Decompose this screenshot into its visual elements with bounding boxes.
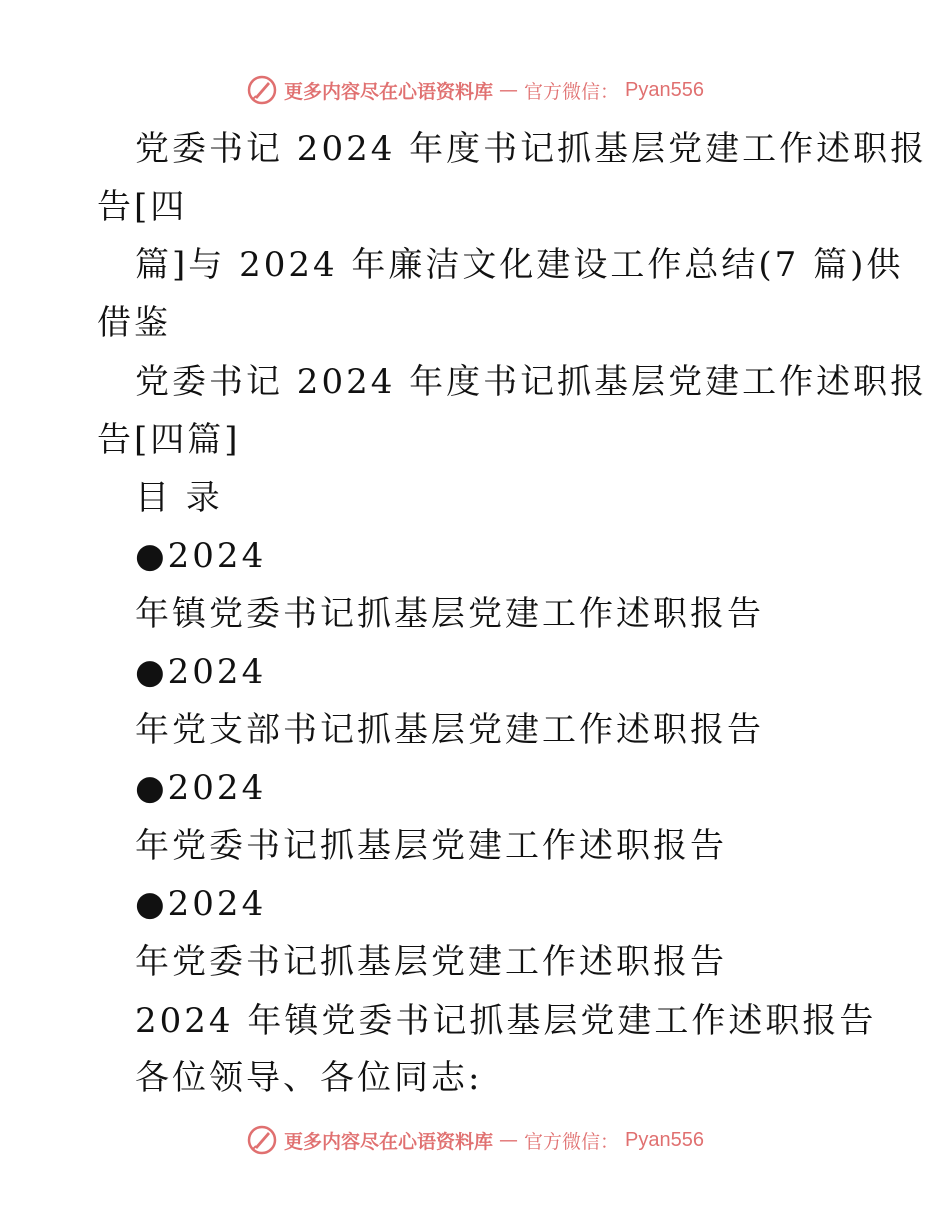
footer-watermark <box>0 1120 950 1160</box>
toc-item-2-title: 年党支部书记抓基层党建工作述职报告 <box>135 710 764 750</box>
toc-item-1-bullet: ●2024 <box>135 536 267 576</box>
watermark-id: Pyan556 <box>625 78 704 101</box>
subtitle-line-1: 党委书记 2024 年度书记抓基层党建工作述职报 <box>135 362 928 402</box>
section-title: 2024 年镇党委书记抓基层党建工作述职报告 <box>135 1001 877 1041</box>
salutation: 各位领导、各位同志: <box>135 1058 483 1098</box>
toc-item-3-title: 年党委书记抓基层党建工作述职报告 <box>135 826 727 866</box>
title-line-2: 告[四 <box>97 187 188 227</box>
watermark-id: Pyan556 <box>625 1128 704 1151</box>
watermark-text: 更多内容尽在心语资料库 <box>284 80 494 103</box>
quill-logo-icon <box>246 74 278 106</box>
toc-item-3-bullet: ●2024 <box>135 768 267 808</box>
watermark-dash: — <box>499 79 519 101</box>
header-watermark <box>0 70 950 110</box>
watermark-suffix: 官方微信： <box>524 1130 620 1153</box>
title-line-3: 篇]与 2024 年廉洁文化建设工作总结(7 篇)供 <box>135 245 904 285</box>
watermark-suffix: 官方微信： <box>524 80 620 103</box>
quill-logo-icon <box>246 1124 278 1156</box>
toc-heading: 目 录 <box>135 478 223 518</box>
toc-item-4-bullet: ●2024 <box>135 884 267 924</box>
subtitle-line-2: 告[四篇] <box>97 420 241 460</box>
title-line-4: 借鉴 <box>97 303 171 343</box>
watermark-text: 更多内容尽在心语资料库 <box>284 1130 494 1153</box>
watermark-dash: — <box>499 1129 519 1151</box>
title-line-1: 党委书记 2024 年度书记抓基层党建工作述职报 <box>135 129 928 169</box>
toc-item-1-title: 年镇党委书记抓基层党建工作述职报告 <box>135 594 764 634</box>
toc-item-4-title: 年党委书记抓基层党建工作述职报告 <box>135 942 727 982</box>
toc-item-2-bullet: ●2024 <box>135 652 267 692</box>
